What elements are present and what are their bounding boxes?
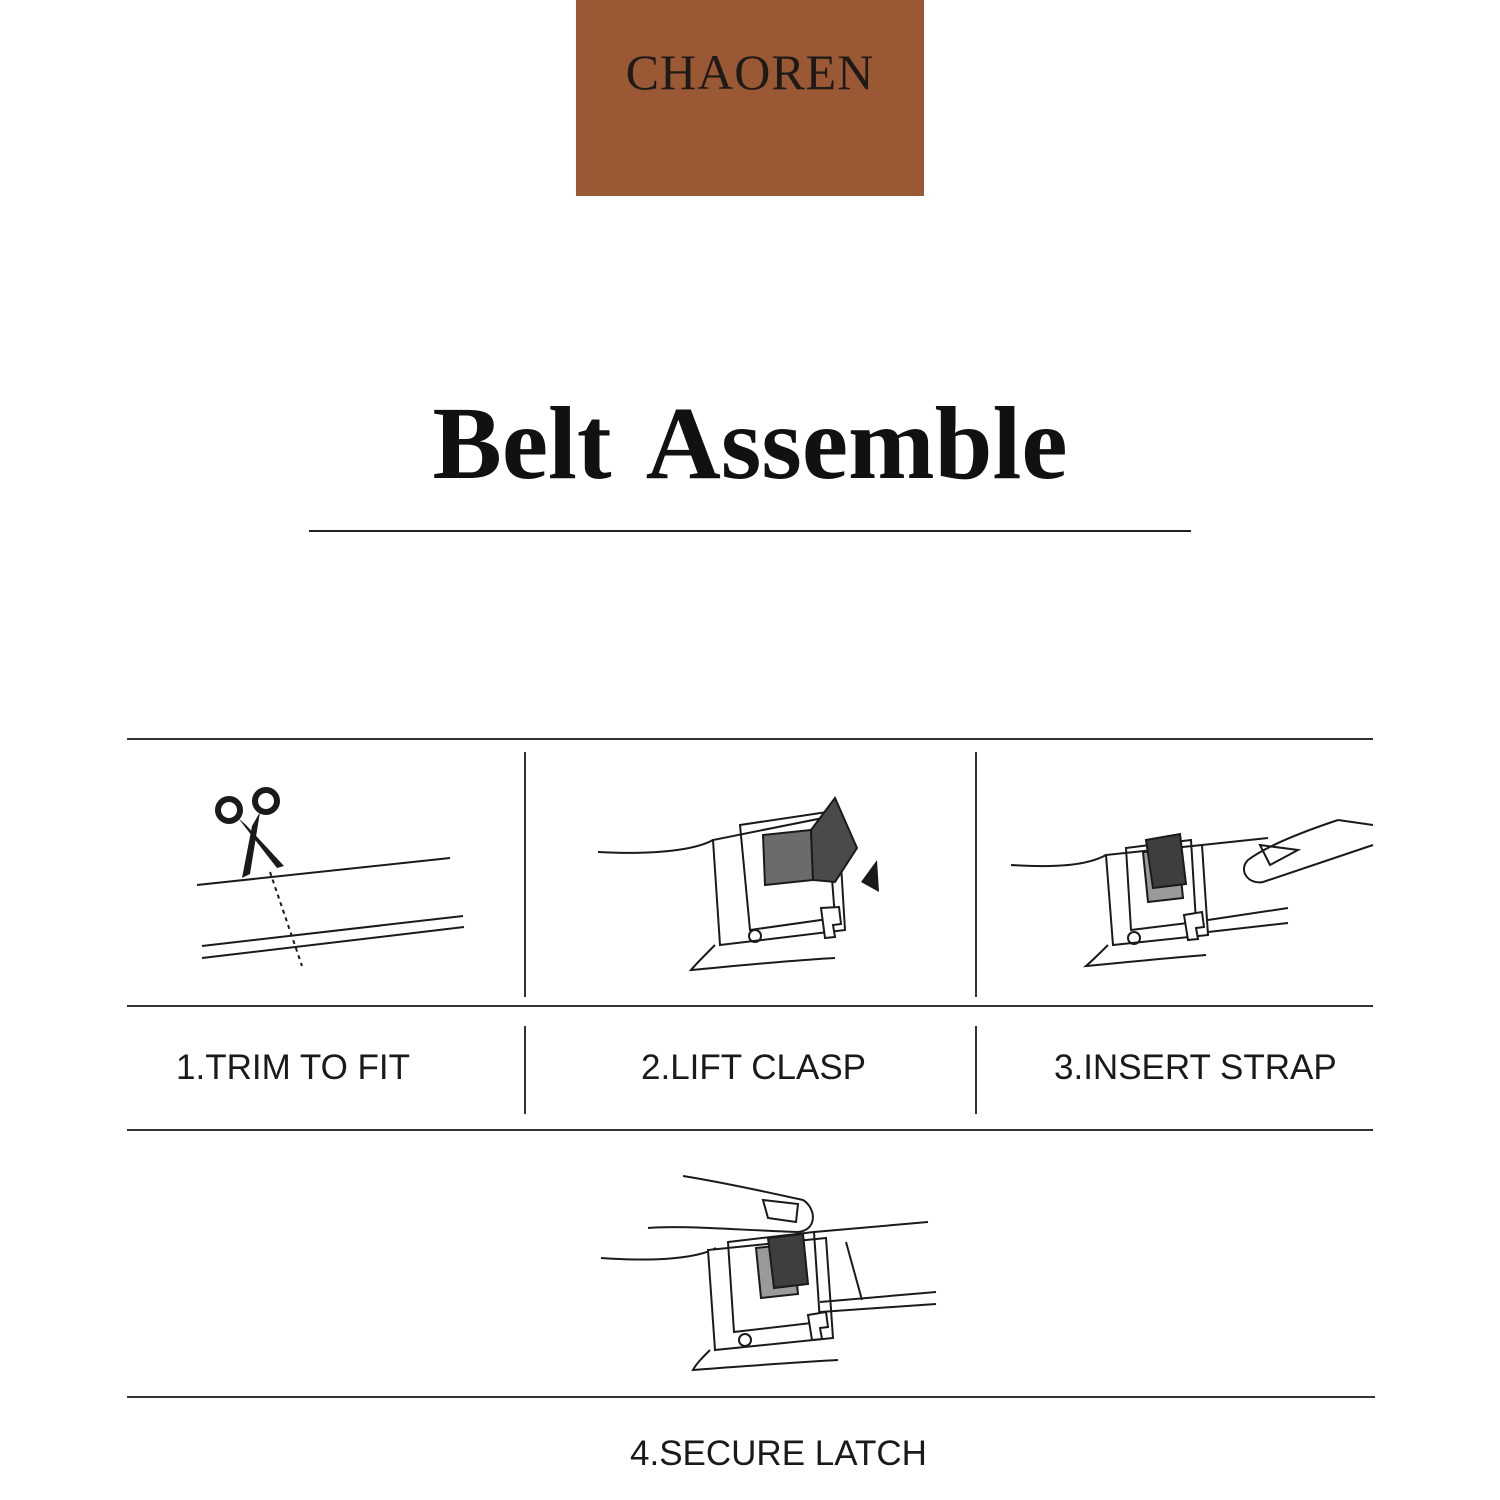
- label-divider-2: [975, 1026, 977, 1114]
- page-title: Belt Assemble: [432, 386, 1068, 501]
- buckle-open-icon: [595, 790, 895, 980]
- grid-divider-2: [975, 752, 977, 997]
- grid-line-bottom: [127, 1396, 1375, 1398]
- grid-divider-1: [524, 752, 526, 997]
- label-divider-1: [524, 1026, 526, 1114]
- step-3-label: 3.INSERT STRAP: [1054, 1048, 1337, 1087]
- brand-logo: [576, 0, 924, 196]
- grid-line-middle: [127, 1005, 1373, 1007]
- grid-line-top: [127, 738, 1373, 740]
- buckle-insert-icon: [1008, 790, 1378, 980]
- brand-name: CHAOREN: [625, 44, 875, 100]
- scissors-icon: [180, 770, 480, 980]
- step-1-label: 1.TRIM TO FIT: [176, 1048, 410, 1087]
- grid-line-lower: [127, 1129, 1373, 1131]
- title-divider: [309, 530, 1191, 532]
- buckle-latch-icon: [598, 1170, 943, 1380]
- step-2-label: 2.LIFT CLASP: [641, 1048, 867, 1087]
- step-4-label: 4.SECURE LATCH: [630, 1434, 927, 1473]
